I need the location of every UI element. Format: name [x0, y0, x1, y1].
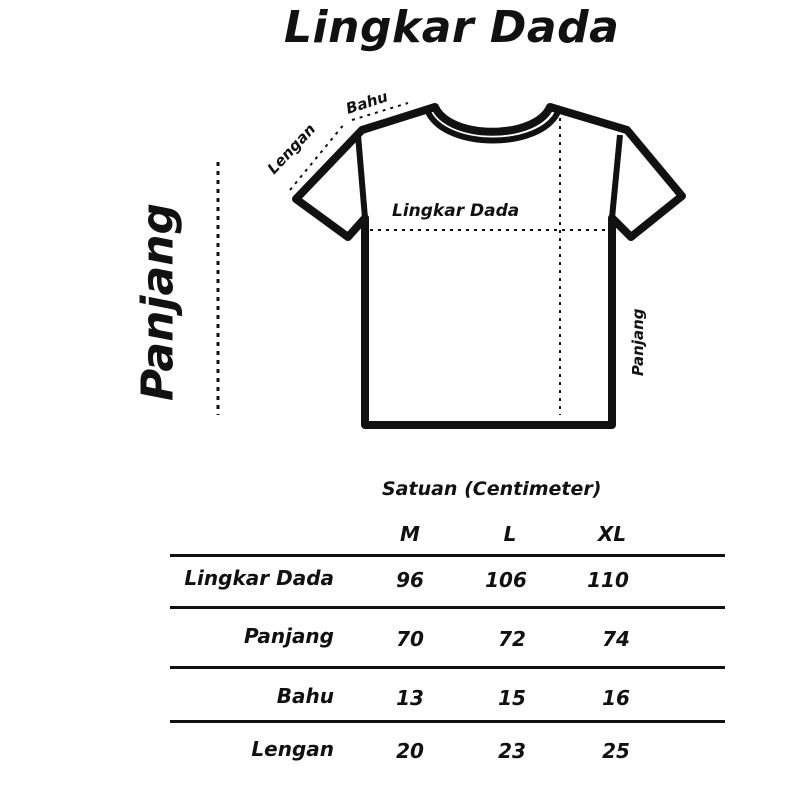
chest-label: Lingkar Dada	[392, 201, 520, 221]
table-cell: 106	[485, 568, 527, 592]
table-cell: 20	[396, 739, 424, 763]
table-cell: 72	[498, 627, 526, 651]
table-cell: 23	[498, 739, 526, 763]
table-cell: 15	[498, 686, 526, 710]
table-divider	[170, 666, 725, 669]
sleeve-label: Lengan	[263, 120, 320, 178]
unit-label: Satuan (Centimeter)	[382, 478, 602, 500]
row-label: Lengan	[251, 737, 334, 761]
table-cell: 110	[587, 568, 629, 592]
table-cell: 13	[396, 686, 424, 710]
table-cell: 16	[602, 686, 630, 710]
column-header-l: L	[503, 522, 517, 546]
table-divider	[170, 606, 725, 609]
table-cell: 70	[396, 627, 424, 651]
row-label: Lingkar Dada	[184, 566, 334, 590]
row-label: Bahu	[276, 684, 334, 708]
shoulder-label: Bahu	[343, 87, 391, 118]
tshirt-outline	[296, 107, 682, 425]
row-label: Panjang	[243, 624, 334, 648]
page-title: Lingkar Dada	[284, 2, 620, 53]
right-length-label: Panjang	[629, 308, 647, 376]
table-cell: 96	[396, 568, 424, 592]
table-cell: 25	[602, 739, 630, 763]
column-header-m: M	[400, 522, 420, 546]
column-header-xl: XL	[597, 522, 627, 546]
table-cell: 74	[602, 627, 630, 651]
length-big-label: Panjang	[132, 202, 184, 402]
table-divider	[170, 720, 725, 723]
table-divider	[170, 554, 725, 557]
